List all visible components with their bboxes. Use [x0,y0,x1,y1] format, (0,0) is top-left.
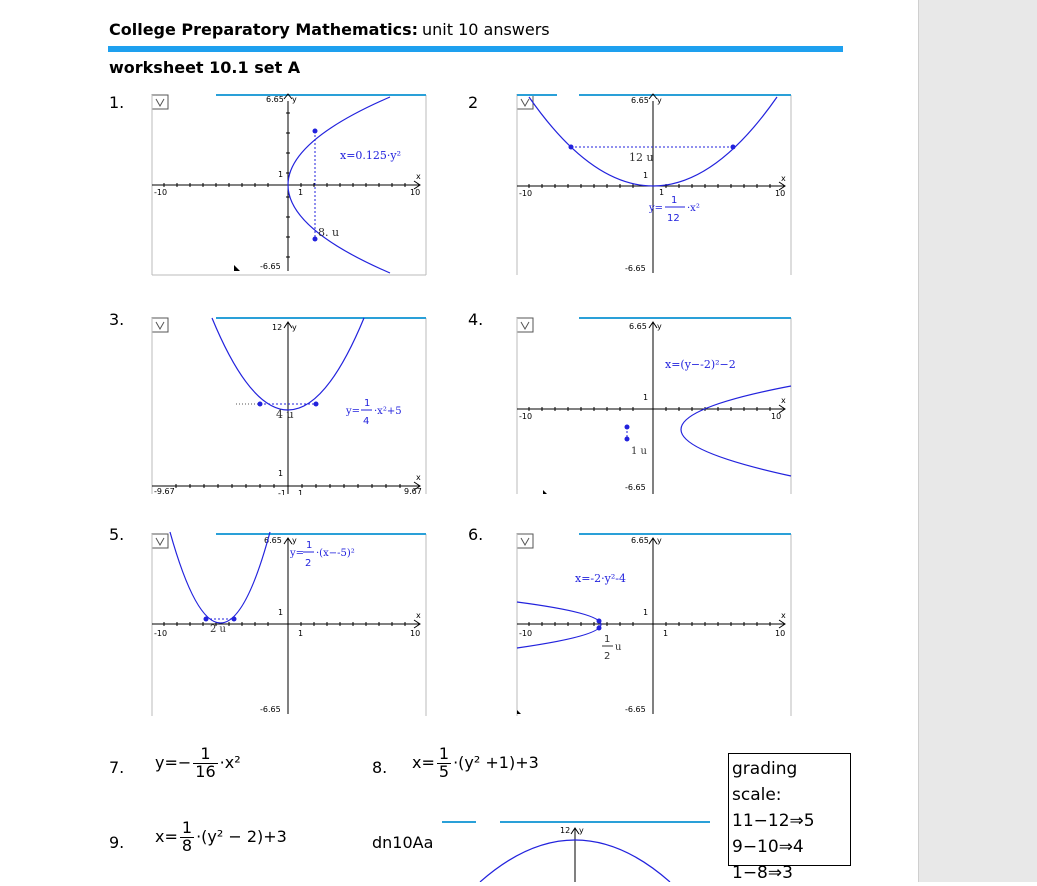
svg-text:-6.65: -6.65 [625,483,646,492]
right-sidebar [918,0,1037,882]
graph-1-xmax: 10 [410,188,421,197]
svg-text:y: y [579,826,584,835]
svg-text:1: 1 [364,398,371,409]
problem-number-9: 9. [109,833,125,852]
problem-number-6: 6. [468,525,484,544]
problem-number-1: 1. [109,93,125,112]
svg-text:x: x [416,611,421,620]
svg-text:-10: -10 [519,189,533,198]
svg-text:y=: y= [346,406,361,417]
graph-5-curve [170,532,270,623]
svg-text:2 u: 2 u [210,624,226,635]
answer-8: x= $\frac{1}{5}$ ·(y² +1)+3 [412,744,539,781]
svg-text:2: 2 [305,558,312,569]
document-code: dn10Aa [372,833,434,852]
grading-line-1: 11−12⇒5 [732,811,815,831]
svg-text:6.65: 6.65 [264,536,282,545]
svg-text:x: x [416,172,421,181]
graph-1-ymin: -6.65 [260,262,281,271]
graph-4-curve [681,386,791,476]
svg-text:1 u: 1 u [631,446,647,457]
answer-7: y=− $\frac{1}{16}$ ·x² [155,744,241,781]
svg-text:1: 1 [659,188,665,197]
svg-text:1: 1 [643,171,649,180]
svg-text:y: y [292,536,297,545]
svg-text:-6.65: -6.65 [625,705,646,714]
graph-1-tick: 1 [278,170,284,179]
svg-text:u: u [615,642,622,653]
svg-text:10: 10 [771,412,782,421]
graph-6 [515,526,793,718]
svg-text:1: 1 [671,195,678,206]
problem-number-5: 5. [109,525,125,544]
svg-text:·x²: ·x² [687,203,700,214]
graph-1-ymax: 6.65 [266,95,284,104]
svg-text:-1: -1 [278,489,286,495]
grading-line-3: 1−8⇒3 [732,863,793,883]
svg-text:y: y [657,536,662,545]
answer-9: x= $\frac{1}{8}$ ·(y² − 2)+3 [155,818,287,855]
svg-text:x: x [416,473,421,482]
svg-text:y: y [292,323,297,332]
svg-text:2: 2 [604,651,611,662]
svg-text:x: x [781,611,786,620]
problem-number-2: 2 [468,93,479,112]
svg-text:-6.65: -6.65 [625,264,646,273]
graph-6-equation: x=-2·y²-4 [575,572,626,585]
problem-number-7: 7. [109,758,125,777]
svg-text:4 u: 4 u [276,408,294,421]
graph-3 [150,310,428,495]
graph-1 [150,93,428,277]
problem-number-4: 4. [468,310,484,329]
graph-4 [515,310,793,495]
svg-text:1: 1 [663,629,669,638]
graph-6-curve [517,602,601,648]
svg-text:12: 12 [560,826,571,835]
svg-text:1: 1 [643,608,649,617]
svg-text:y: y [292,95,297,104]
svg-text:1: 1 [298,188,304,197]
graph-1-xmin: -10 [154,188,168,197]
header-title: College Preparatory Mathematics: [109,20,418,39]
svg-text:1: 1 [278,469,284,478]
grading-line-2: 9−10⇒4 [732,837,804,857]
svg-text:4: 4 [363,416,370,427]
svg-text:x: x [781,174,786,183]
graph-4-equation: x=(y−-2)²−2 [665,358,736,371]
svg-text:-6.65: -6.65 [260,705,281,714]
page-header [109,20,550,39]
svg-text:1: 1 [604,634,611,645]
svg-text:-10: -10 [519,412,533,421]
svg-text:-9.67: -9.67 [154,487,175,495]
svg-text:y: y [657,322,662,331]
svg-text:1: 1 [298,629,304,638]
svg-text:6.65: 6.65 [629,322,647,331]
svg-text:1: 1 [643,393,649,402]
svg-text:12: 12 [667,213,680,224]
worksheet-label: worksheet 10.1 set A [109,58,301,77]
svg-text:6.65: 6.65 [631,96,649,105]
svg-text:·(x−-5)²: ·(x−-5)² [316,548,355,559]
svg-text:1: 1 [306,540,313,551]
header-accent-bar [108,46,843,52]
svg-text:6.65: 6.65 [631,536,649,545]
svg-text:y=: y= [290,548,305,559]
svg-text:9.67: 9.67 [404,487,422,495]
header-subtitle: unit 10 answers [421,20,550,39]
svg-text:1: 1 [298,489,304,495]
svg-text:y: y [657,96,662,105]
graph-partial [440,818,712,882]
graph-1-measure: 8. u [318,226,340,239]
graph-5 [150,526,428,718]
svg-text:10: 10 [775,189,786,198]
svg-text:10: 10 [775,629,786,638]
svg-text:x: x [781,396,786,405]
svg-text:12: 12 [272,323,283,332]
svg-text:-10: -10 [154,629,168,638]
problem-number-8: 8. [372,758,388,777]
grading-scale [728,753,851,883]
svg-text:y=: y= [649,203,664,214]
problem-number-3: 3. [109,310,125,329]
svg-text:1: 1 [278,608,284,617]
grading-title: grading scale: [732,759,798,805]
graph-2 [515,93,793,277]
svg-text:12 u: 12 u [629,151,654,164]
svg-text:10: 10 [410,629,421,638]
graph-1-equation: x=0.125·y² [340,149,402,162]
svg-text:·x²+5: ·x²+5 [374,406,402,417]
svg-text:-10: -10 [519,629,533,638]
